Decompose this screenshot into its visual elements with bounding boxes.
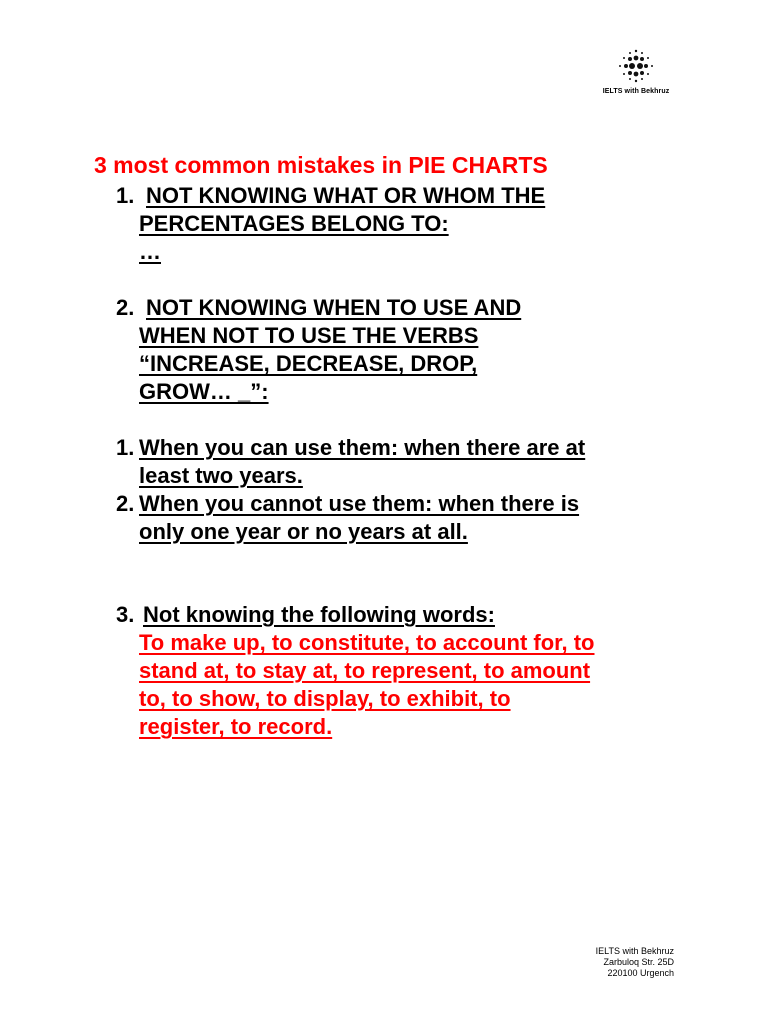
sub2-text [139, 490, 699, 546]
item2-line: NOT KNOWING WHEN TO USE AND [146, 295, 522, 320]
item2-line: GROW… _”: [139, 379, 269, 404]
sub2-line: When you cannot use them: when there is [139, 491, 580, 516]
logo-caption: IELTS with Bekhruz [602, 88, 670, 95]
item1-number: 1. [116, 183, 135, 208]
footer-address [596, 946, 674, 979]
sub1-line: least two years. [139, 463, 303, 488]
item3-text [139, 601, 699, 741]
item3-number: 3. [116, 602, 135, 627]
footer-line: Zarbuloq Str. 25D [603, 957, 674, 967]
item2-number: 2. [116, 295, 135, 320]
brand-logo [600, 48, 672, 95]
page-title: 3 most common mistakes in PIE CHARTS [94, 152, 548, 178]
item3-red-line: to, to show, to display, to exhibit, to [139, 686, 511, 711]
sub2-line: only one year or no years at all. [139, 519, 468, 544]
item1-line: PERCENTAGES BELONG TO: [139, 211, 449, 236]
item3-red-line: To make up, to constitute, to account for, to [139, 630, 595, 655]
item3-heading: Not knowing the following words: [143, 602, 495, 627]
item2-text [139, 294, 699, 406]
dots-logo-icon [616, 48, 656, 84]
item1-line: … [139, 239, 161, 264]
item2-line: WHEN NOT TO USE THE VERBS [139, 323, 479, 348]
item2-line: “INCREASE, DECREASE, DROP, [139, 351, 478, 376]
item3-red-line: stand at, to stay at, to represent, to amount [139, 658, 591, 683]
item3-red-line: register, to record. [139, 714, 333, 739]
sub2-number: 2. [116, 491, 135, 516]
item1-text [139, 182, 699, 266]
sub1-text [139, 434, 699, 490]
sub1-line: When you can use them: when there are at [139, 435, 586, 460]
sub1-number: 1. [116, 435, 135, 460]
item1-line: NOT KNOWING WHAT OR WHOM THE [146, 183, 546, 208]
footer-line: 220100 Urgench [607, 968, 674, 978]
footer-line: IELTS with Bekhruz [595, 946, 674, 956]
